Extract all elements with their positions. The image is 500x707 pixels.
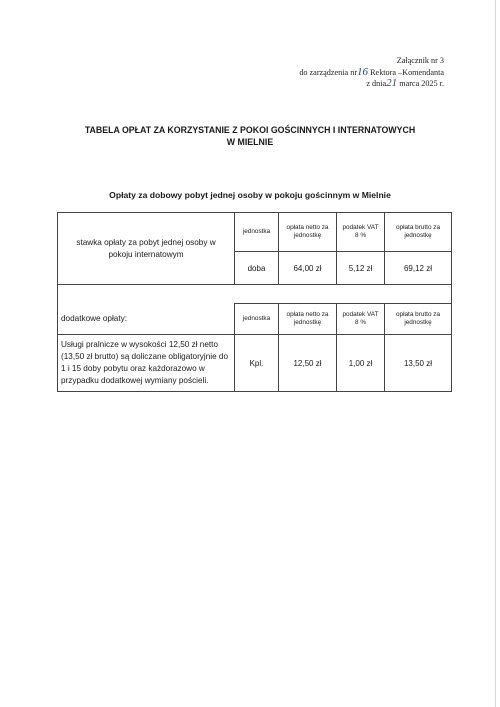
- annex-header: [234, 55, 444, 90]
- cell-unit: Kpl.: [235, 335, 279, 392]
- header-vat: podatek VAT 8 %: [337, 304, 385, 335]
- document-title: [40, 124, 460, 148]
- header-unit: jednostka: [235, 213, 279, 252]
- service-description: Usługi pralnicze w wysokości 12,50 zł netto (13,50 zł brutto) są doliczane obligatoryjnie do 1 i 15 doby pobytu oraz każdorazowo w przypadku dodatkowej wymiany pościeli.: [58, 335, 235, 392]
- annex-ordinance: [234, 67, 444, 79]
- table-row: [58, 213, 452, 252]
- cell-net: 12,50 zł: [279, 335, 337, 392]
- header-vat: podatek VAT 8 %: [337, 213, 385, 252]
- header-net: opłata netto za jednostkę: [279, 304, 337, 335]
- cell-vat: 1,00 zł: [337, 335, 385, 392]
- cell-vat: 5,12 zł: [337, 252, 385, 285]
- header-net: opłata netto za jednostkę: [279, 213, 337, 252]
- cell-net: 64,00 zł: [279, 252, 337, 285]
- annex-ordinance-suffix: Rektora –Komendanta: [370, 67, 444, 77]
- annex-ordinance-prefix: do zarządzenia nr: [299, 67, 358, 77]
- table-spacer-row: [58, 285, 452, 304]
- header-gross: opłata brutto za jednostkę: [385, 304, 452, 335]
- section1-label-text: stawka opłaty za pobyt jednej osoby w pokoju internatowym: [76, 237, 216, 259]
- title-line-2: W MIELNIE: [226, 137, 274, 147]
- table-subtitle: Opłaty za dobowy pobyt jednej osoby w pokoju gościnnym w Mielnie: [109, 190, 391, 200]
- table-row: [58, 335, 452, 392]
- header-unit: jednostka: [235, 304, 279, 335]
- section2-label: dodatkowe opłaty:: [58, 304, 235, 335]
- fees-table: [57, 212, 452, 392]
- header-gross: opłata brutto za jednostkę: [385, 213, 452, 252]
- annex-date: [234, 78, 444, 90]
- table-row: [58, 304, 452, 335]
- spacer-cell: [58, 285, 452, 304]
- cell-unit: doba: [235, 252, 279, 285]
- handwritten-number: 16: [357, 65, 369, 78]
- annex-date-prefix: z dnia: [366, 79, 387, 88]
- handwritten-day: 21: [386, 77, 398, 89]
- cell-gross: 13,50 zł: [385, 335, 452, 392]
- title-line-1: TABELA OPŁAT ZA KORZYSTANIE Z POKOI GOŚCINNYCH I INTERNATOWYCH: [84, 125, 416, 135]
- annex-number: Załącznik nr 3: [396, 56, 444, 65]
- section1-label: [58, 213, 235, 285]
- cell-gross: 69,12 zł: [385, 252, 452, 285]
- annex-date-suffix: marca 2025 r.: [399, 79, 444, 88]
